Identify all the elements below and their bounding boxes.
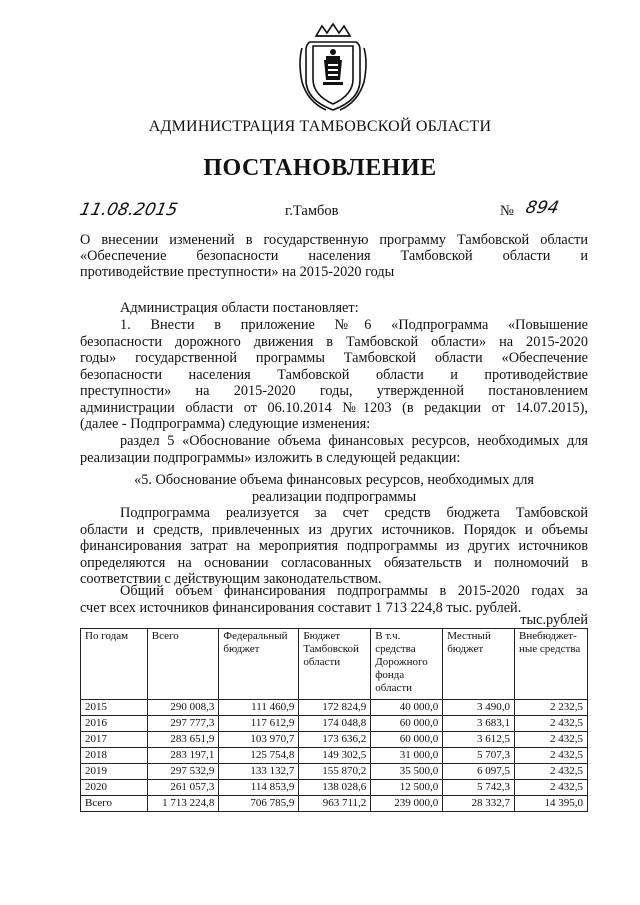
item-one-line: преступности» на 2015-2020 годы, утвержденной постановлением [80,383,588,399]
table-cell: 114 853,9 [219,780,299,796]
section-heading [80,472,588,505]
section-paragraph [80,433,588,466]
table-cell: 31 000,0 [371,748,443,764]
table-cell-year: 2015 [81,700,148,716]
table-cell: 297 777,3 [147,716,219,732]
city-name: г.Тамбов [285,203,339,219]
column-header-total: Всего [147,629,219,700]
table-row [81,764,588,780]
table-row [81,748,588,764]
column-header-road-fund: В т.ч. средства Дорожного фонда области [371,629,443,700]
item-one-line: годы» государственной программы Тамбовской области «Обеспечение [80,350,588,366]
funding-line: финансирования затрат на мероприятия подпрограммы из других источников [80,538,588,554]
table-cell: 103 970,7 [219,732,299,748]
table-row [81,780,588,796]
item-one-paragraph [80,317,588,433]
table-cell: 35 500,0 [371,764,443,780]
section-heading-line: «5. Обоснование объема финансовых ресурсов, необходимых для [134,472,534,488]
document-number-label: № [500,203,514,219]
table-cell: 60 000,0 [371,732,443,748]
item-one-line: администрации области от 06.10.2014 №1203 (в редакции от 14.07.2015), [80,399,588,416]
currency-unit-label: тыс.рублей [520,612,588,628]
funding-line: Подпрограмма реализуется за счет средств бюджета Тамбовской [120,505,588,521]
table-cell: 12 500,0 [371,780,443,796]
table-cell: 14 395,0 [515,796,588,812]
table-cell: 172 824,9 [299,700,371,716]
table-cell: 239 000,0 [371,796,443,812]
table-cell: 40 000,0 [371,700,443,716]
table-cell: 149 302,5 [299,748,371,764]
table-cell-year: 2017 [81,732,148,748]
total-volume-line: счет всех источников финансирования составит 1 713 224,8 тыс. рублей. [80,599,522,616]
column-header-extrabudgetary: Внебюджет-ные средства [515,629,588,700]
subject-line: О внесении изменений в государственную программу Тамбовской области [80,232,588,248]
table-cell: 2 432,5 [515,716,588,732]
table-cell: 261 057,3 [147,780,219,796]
total-volume-line: Общий объем финансирования подпрограммы в 2015-2020 годах за [120,583,588,599]
subject-line: противодействие преступности» на 2015-2020 годы [80,264,395,280]
intro-text: Администрация области постановляет: [120,300,359,316]
subject-line: «Обеспечение безопасности населения Тамбовской области и [80,248,588,264]
funding-line: определяются на основании согласованных обязательств и полномочий в [80,554,588,571]
coat-of-arms-emblem [296,22,370,114]
table-cell-total-label: Всего [81,796,148,812]
table-cell: 2 432,5 [515,780,588,796]
table-cell: 297 532,9 [147,764,219,780]
table-cell: 5 707,3 [443,748,515,764]
table-total-row [81,796,588,812]
table-cell: 125 754,8 [219,748,299,764]
table-cell: 174 048,8 [299,716,371,732]
item-one-line: (далее - Подпрограмма) следующие изменения: [80,416,371,432]
handwritten-document-number: 894 [523,198,561,218]
table-cell: 3 683,1 [443,716,515,732]
table-cell: 1 713 224,8 [147,796,219,812]
section-heading-line: реализации подпрограммы [251,488,417,505]
item-one-line: 1. Внести в приложение №6 «Подпрограмма «Повышение [120,317,588,333]
table-cell: 2 432,5 [515,764,588,780]
table-cell: 138 028,6 [299,780,371,796]
item-one-line: безопасности дорожного движения в Тамбовской области» на 2015-2020 [80,333,588,350]
financing-table [80,628,588,812]
column-header-local-budget: Местный бюджет [443,629,515,700]
table-cell: 3 612,5 [443,732,515,748]
table-cell: 60 000,0 [371,716,443,732]
table-cell: 28 332,7 [443,796,515,812]
section-line: раздел 5 «Обоснование объема финансовых ресурсов, необходимых для [120,433,588,449]
table-row [81,716,588,732]
document-subject [80,232,588,280]
table-cell: 6 097,5 [443,764,515,780]
table-cell: 963 711,2 [299,796,371,812]
funding-line: соответствии с действующим законодательством. [80,571,382,587]
table-cell-year: 2020 [81,780,148,796]
table-cell: 117 612,9 [219,716,299,732]
table-cell: 283 651,9 [147,732,219,748]
column-header-years: По годам [81,629,148,700]
intro-paragraph [80,300,588,317]
table-header-row [81,629,588,700]
table-cell: 290 008,3 [147,700,219,716]
table-row [81,700,588,716]
table-cell: 133 132,7 [219,764,299,780]
table-cell: 283 197,1 [147,748,219,764]
organization-name: АДМИНИСТРАЦИЯ ТАМБОВСКОЙ ОБЛАСТИ [148,118,492,135]
section-line: реализации подпрограммы» изложить в следующей редакции: [80,449,461,466]
table-cell: 706 785,9 [219,796,299,812]
table-cell: 2 232,5 [515,700,588,716]
table-cell-year: 2018 [81,748,148,764]
table-cell: 155 870,2 [299,764,371,780]
item-one-line: безопасности населения Тамбовской области и противодействие [80,366,588,383]
column-header-federal-budget: Федеральный бюджет [219,629,299,700]
table-cell: 173 636,2 [299,732,371,748]
table-cell: 2 432,5 [515,748,588,764]
funding-paragraph [80,505,588,588]
table-row [81,732,588,748]
table-cell: 111 460,9 [219,700,299,716]
document-type-title: ПОСТАНОВЛЕНИЕ [203,155,437,181]
table-cell: 2 432,5 [515,732,588,748]
table-cell-year: 2019 [81,764,148,780]
handwritten-date: 11.08.2015 [77,200,180,220]
column-header-regional-budget: Бюджет Тамбовской области [299,629,371,700]
table-cell: 3 490,0 [443,700,515,716]
table-cell-year: 2016 [81,716,148,732]
table-cell: 5 742,3 [443,780,515,796]
funding-line: области и средств, привлеченных из других источников. Порядок и объемы [80,521,588,538]
